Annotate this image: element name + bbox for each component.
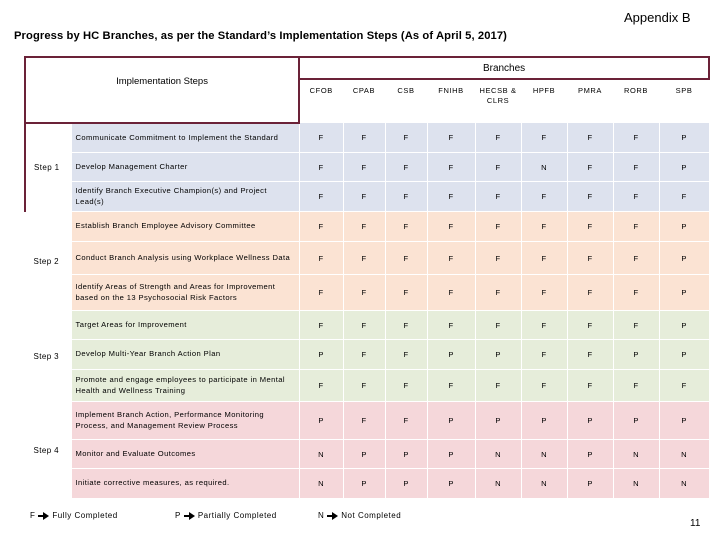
task-cell: Communicate Commitment to Implement the Standard xyxy=(71,123,299,153)
status-cell: F xyxy=(521,182,567,212)
status-cell: P xyxy=(659,153,709,182)
status-cell: F xyxy=(385,242,427,275)
status-cell: F xyxy=(521,212,567,242)
status-cell: F xyxy=(427,123,475,153)
status-cell: P xyxy=(659,340,709,370)
step-label: Step 2 xyxy=(25,212,71,311)
status-cell: F xyxy=(475,212,521,242)
status-cell: F xyxy=(613,123,659,153)
status-cell: F xyxy=(567,123,613,153)
task-cell: Promote and engage employees to participate in Mental Health and Wellness Training xyxy=(71,370,299,402)
arrow-right-icon xyxy=(327,512,338,520)
table-row xyxy=(25,370,709,402)
status-cell: F xyxy=(427,212,475,242)
status-cell: F xyxy=(613,182,659,212)
status-cell: F xyxy=(475,311,521,340)
status-cell: F xyxy=(567,370,613,402)
branch-header: CSB xyxy=(385,79,427,123)
status-cell: P xyxy=(659,123,709,153)
status-cell: F xyxy=(385,153,427,182)
table-body xyxy=(25,123,709,499)
status-cell: P xyxy=(299,340,343,370)
status-cell: F xyxy=(385,311,427,340)
arrow-right-icon xyxy=(38,512,49,520)
branch-header: FNIHB xyxy=(427,79,475,123)
status-cell: F xyxy=(521,123,567,153)
table-row xyxy=(25,340,709,370)
table-row xyxy=(25,469,709,499)
task-cell: Establish Branch Employee Advisory Committee xyxy=(71,212,299,242)
task-cell: Identify Areas of Strength and Areas for Improvement based on the 13 Psychosocial Risk Factors xyxy=(71,275,299,311)
status-cell: F xyxy=(567,275,613,311)
progress-table xyxy=(24,56,710,499)
status-cell: P xyxy=(659,212,709,242)
status-cell: P xyxy=(613,340,659,370)
branch-header: HECSB & CLRS xyxy=(475,79,521,123)
branch-header: CFOB xyxy=(299,79,343,123)
status-cell: F xyxy=(385,402,427,440)
status-cell: F xyxy=(567,182,613,212)
legend-partially-completed xyxy=(175,511,277,520)
status-cell: P xyxy=(299,402,343,440)
status-cell: F xyxy=(475,153,521,182)
status-cell: F xyxy=(385,182,427,212)
legend-fully-completed xyxy=(30,511,118,520)
status-cell: F xyxy=(385,340,427,370)
branch-header: HPFB xyxy=(521,79,567,123)
status-cell: F xyxy=(427,275,475,311)
table-row xyxy=(25,242,709,275)
branch-header: SPB xyxy=(659,79,709,123)
status-cell: F xyxy=(343,182,385,212)
status-cell: F xyxy=(299,275,343,311)
status-cell: N xyxy=(659,440,709,469)
status-cell: F xyxy=(343,242,385,275)
status-cell: F xyxy=(475,242,521,275)
status-cell: F xyxy=(475,182,521,212)
status-cell: F xyxy=(343,153,385,182)
status-cell: F xyxy=(343,340,385,370)
status-cell: F xyxy=(613,242,659,275)
status-cell: F xyxy=(427,370,475,402)
status-cell: F xyxy=(659,370,709,402)
task-cell: Identify Branch Executive Champion(s) and Project Lead(s) xyxy=(71,182,299,212)
status-cell: N xyxy=(613,440,659,469)
status-cell: F xyxy=(475,123,521,153)
table-row xyxy=(25,182,709,212)
legend-key: P xyxy=(175,511,181,520)
status-cell: F xyxy=(567,212,613,242)
status-cell: F xyxy=(613,311,659,340)
status-cell: F xyxy=(475,275,521,311)
status-cell: P xyxy=(475,402,521,440)
status-cell: P xyxy=(659,275,709,311)
status-cell: N xyxy=(299,469,343,499)
status-cell: F xyxy=(343,370,385,402)
task-cell: Develop Management Charter xyxy=(71,153,299,182)
status-cell: F xyxy=(659,182,709,212)
status-cell: N xyxy=(659,469,709,499)
status-cell: P xyxy=(659,242,709,275)
status-cell: F xyxy=(299,212,343,242)
status-cell: F xyxy=(567,311,613,340)
status-cell: F xyxy=(299,123,343,153)
table-row xyxy=(25,275,709,311)
status-cell: P xyxy=(427,340,475,370)
legend-text: Fully Completed xyxy=(52,511,118,520)
status-cell: F xyxy=(613,370,659,402)
step-label: Step 4 xyxy=(25,402,71,499)
status-cell: N xyxy=(521,440,567,469)
status-cell: F xyxy=(385,212,427,242)
status-cell: F xyxy=(521,275,567,311)
status-cell: P xyxy=(521,402,567,440)
status-cell: F xyxy=(427,182,475,212)
status-cell: F xyxy=(299,182,343,212)
status-cell: P xyxy=(613,402,659,440)
status-cell: F xyxy=(521,370,567,402)
status-cell: F xyxy=(299,153,343,182)
status-cell: F xyxy=(385,275,427,311)
status-cell: F xyxy=(385,123,427,153)
legend-key: N xyxy=(318,511,325,520)
status-cell: P xyxy=(567,440,613,469)
status-cell: P xyxy=(567,402,613,440)
table-row xyxy=(25,402,709,440)
status-cell: P xyxy=(427,469,475,499)
step-label: Step 3 xyxy=(25,311,71,402)
legend-text: Partially Completed xyxy=(197,511,277,520)
legend-not-completed xyxy=(318,511,401,520)
implementation-steps-header: Implementation Steps xyxy=(25,57,299,123)
task-cell: Develop Multi-Year Branch Action Plan xyxy=(71,340,299,370)
page-title: Progress by HC Branches, as per the Standard’s Implementation Steps (As of April 5, 2017) xyxy=(14,30,507,42)
status-cell: N xyxy=(521,469,567,499)
status-cell: P xyxy=(343,469,385,499)
branch-header: PMRA xyxy=(567,79,613,123)
status-cell: F xyxy=(343,123,385,153)
status-cell: P xyxy=(659,402,709,440)
branch-header: RORB xyxy=(613,79,659,123)
legend-text: Not Completed xyxy=(341,511,402,520)
task-cell: Conduct Branch Analysis using Workplace Wellness Data xyxy=(71,242,299,275)
status-cell: F xyxy=(521,311,567,340)
status-cell: N xyxy=(475,440,521,469)
appendix-label: Appendix B xyxy=(624,10,691,25)
status-cell: F xyxy=(299,370,343,402)
table-row xyxy=(25,440,709,469)
step-label: Step 1 xyxy=(25,123,71,212)
branches-header: Branches xyxy=(299,57,709,79)
status-cell: P xyxy=(343,440,385,469)
status-cell: F xyxy=(475,370,521,402)
status-cell: N xyxy=(299,440,343,469)
status-cell: N xyxy=(475,469,521,499)
status-cell: F xyxy=(343,402,385,440)
status-cell: F xyxy=(427,242,475,275)
status-cell: F xyxy=(299,242,343,275)
status-cell: P xyxy=(427,440,475,469)
task-cell: Monitor and Evaluate Outcomes xyxy=(71,440,299,469)
arrow-right-icon xyxy=(184,512,195,520)
status-cell: N xyxy=(521,153,567,182)
table-row xyxy=(25,153,709,182)
status-cell: F xyxy=(613,275,659,311)
status-cell: F xyxy=(385,370,427,402)
status-cell: P xyxy=(475,340,521,370)
status-cell: F xyxy=(521,340,567,370)
table-row xyxy=(25,311,709,340)
table-row xyxy=(25,212,709,242)
status-cell: F xyxy=(567,153,613,182)
task-cell: Implement Branch Action, Performance Monitoring Process, and Management Review Process xyxy=(71,402,299,440)
status-cell: F xyxy=(521,242,567,275)
status-cell: F xyxy=(343,275,385,311)
status-cell: F xyxy=(427,311,475,340)
legend-key: F xyxy=(30,511,36,520)
table-row xyxy=(25,123,709,153)
task-cell: Initiate corrective measures, as required. xyxy=(71,469,299,499)
status-cell: F xyxy=(343,212,385,242)
status-cell: N xyxy=(613,469,659,499)
status-cell: F xyxy=(613,153,659,182)
status-cell: F xyxy=(343,311,385,340)
status-cell: P xyxy=(567,469,613,499)
status-cell: P xyxy=(385,469,427,499)
status-cell: P xyxy=(659,311,709,340)
status-cell: P xyxy=(427,402,475,440)
task-cell: Target Areas for Improvement xyxy=(71,311,299,340)
status-cell: P xyxy=(385,440,427,469)
branch-header: CPAB xyxy=(343,79,385,123)
status-cell: F xyxy=(567,242,613,275)
status-cell: F xyxy=(299,311,343,340)
status-cell: F xyxy=(567,340,613,370)
page-number: 11 xyxy=(690,518,701,529)
status-cell: F xyxy=(427,153,475,182)
status-cell: F xyxy=(613,212,659,242)
